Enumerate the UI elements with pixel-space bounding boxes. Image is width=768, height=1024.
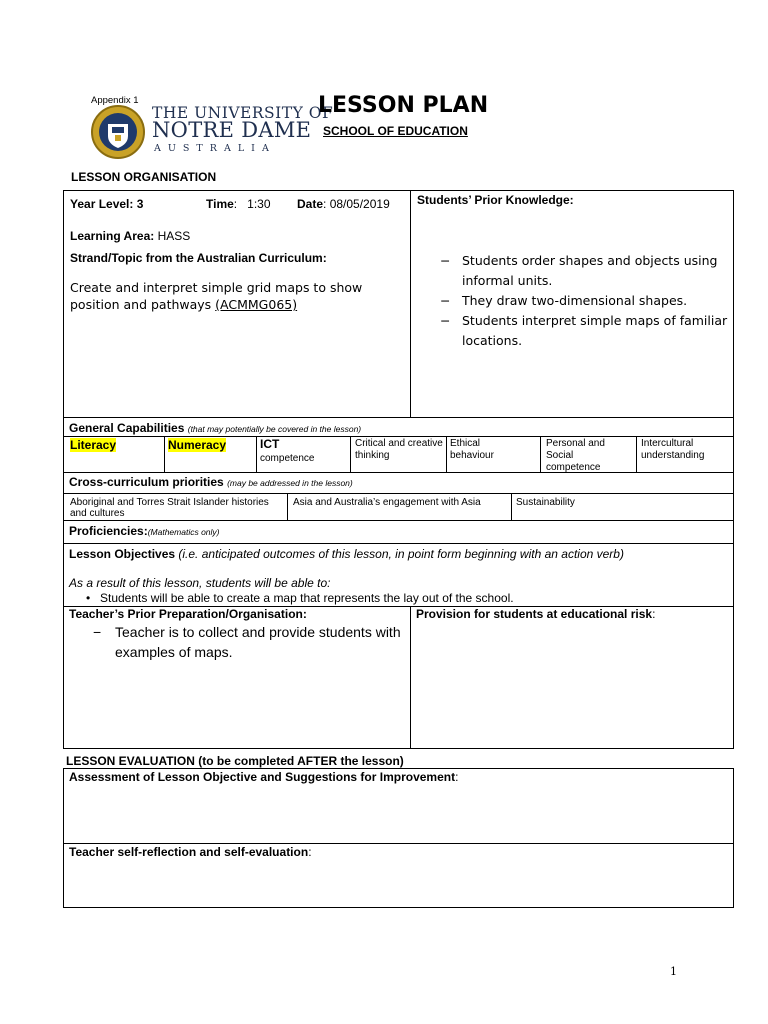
capability-numeracy: Numeracy (168, 438, 227, 452)
list-item: − Students interpret simple maps of familiar locations. (462, 311, 730, 351)
divider (63, 493, 734, 494)
list-item: − Students order shapes and objects using informal units. (462, 251, 730, 291)
learning-area-label: Learning Area: (70, 229, 155, 243)
divider (540, 436, 541, 472)
year-level-value: 3 (136, 197, 144, 211)
general-capabilities (69, 421, 361, 435)
divider (446, 436, 447, 472)
educational-risk: Provision for students at educational risk: (416, 607, 656, 621)
list-item: − Teacher is to collect and provide students with examples of maps. (115, 622, 405, 662)
logo-line-3: A U S T R A L I A (154, 143, 271, 154)
cross-curriculum-label: Cross-curriculum priorities (69, 475, 224, 489)
divider (256, 436, 257, 472)
objective-item (86, 591, 514, 605)
prior-knowledge-label: Students’ Prior Knowledge: (417, 193, 574, 207)
preparation-list (115, 622, 405, 662)
objectives-intro: As a result of this lesson, students will be able to: (69, 576, 331, 590)
logo-line-1: THE UNIVERSITY OF (152, 104, 334, 122)
learning-area-value: HASS (157, 229, 191, 243)
divider (410, 190, 411, 417)
time-value: 1:30 (247, 197, 271, 211)
capability-personal-social: Personal and Social competence (546, 438, 605, 473)
university-crest-logo (90, 104, 146, 160)
objective-text: Students will be able to create a map that represents the lay out of the school. (100, 591, 514, 605)
date-value: 08/05/2019 (329, 197, 390, 211)
lesson-organisation-heading: LESSON ORGANISATION (71, 170, 217, 184)
capability-literacy: Literacy (70, 438, 117, 452)
capability-ethical-behaviour: Ethical behaviour (450, 438, 494, 461)
logo-line-2: NOTRE DAME (152, 118, 312, 142)
strand-label: Strand/Topic from the Australian Curriculum: (70, 251, 327, 265)
cross-curriculum-note: (may be addressed in the lesson) (227, 478, 353, 488)
divider (63, 472, 734, 473)
priority-sustainability: Sustainability (516, 497, 575, 508)
objectives-note: (i.e. anticipated outcomes of this lesson, in point form beginning with an action verb) (178, 547, 624, 561)
assessment-label: Assessment of Lesson Objective and Suggestions for Improvement (69, 770, 456, 784)
capability-ict: ICT (260, 437, 280, 451)
lesson-time: Time: 1:30 (206, 197, 271, 211)
divider (287, 493, 288, 520)
year-level (70, 197, 143, 211)
objectives-label: Lesson Objectives (69, 547, 176, 561)
self-reflection: Teacher self-reflection and self-evaluation: (69, 845, 312, 859)
divider (63, 843, 734, 844)
divider (511, 493, 512, 520)
curriculum-code: (ACMMG065) (215, 297, 298, 312)
capability-critical-thinking: Critical and creative thinking (355, 438, 443, 461)
lesson-date: Date: 08/05/2019 (297, 197, 390, 211)
page-title: LESSON PLAN (318, 93, 489, 118)
appendix-label: Appendix 1 (91, 95, 139, 106)
risk-label: Provision for students at educational risk (416, 607, 653, 621)
divider (63, 417, 734, 418)
proficiencies-note: (Mathematics only) (147, 527, 220, 537)
capability-intercultural: Intercultural understanding (641, 438, 705, 461)
cross-curriculum (69, 475, 353, 489)
date-label: Date (297, 197, 324, 211)
capabilities-label: General Capabilities (69, 421, 185, 435)
list-item: − They draw two-dimensional shapes. (462, 291, 730, 311)
self-reflection-label: Teacher self-reflection and self-evaluation (69, 845, 309, 859)
divider (410, 606, 411, 749)
divider (164, 436, 165, 472)
capabilities-note: (that may potentially be covered in the lesson) (187, 424, 362, 434)
priority-asia: Asia and Australia’s engagement with Asia (293, 497, 481, 508)
divider (63, 520, 734, 521)
strand-topic (70, 279, 390, 313)
divider (63, 543, 734, 544)
proficiencies (69, 524, 220, 538)
preparation-label: Teacher’s Prior Preparation/Organisation: (69, 607, 307, 621)
prior-knowledge-list (462, 251, 730, 351)
page-subtitle: SCHOOL OF EDUCATION (323, 124, 468, 138)
proficiencies-label: Proficiencies: (69, 524, 148, 538)
page-number: 1 (670, 965, 677, 978)
learning-area (70, 229, 190, 243)
strand-text: Create and interpret simple grid maps to show position and pathways (70, 280, 363, 312)
year-level-label: Year Level: (70, 197, 134, 211)
divider (350, 436, 351, 472)
time-label: Time (206, 197, 234, 211)
divider (636, 436, 637, 472)
priority-aboriginal: Aboriginal and Torres Strait Islander histories and cultures (70, 497, 269, 519)
bullet-icon: • (86, 591, 91, 605)
lesson-evaluation-table (63, 768, 734, 908)
lesson-objectives (69, 547, 624, 561)
capability-ict-competence: competence (260, 453, 315, 464)
assessment: Assessment of Lesson Objective and Suggestions for Improvement: (69, 770, 459, 784)
lesson-evaluation-heading: LESSON EVALUATION (to be completed AFTER the lesson) (66, 754, 404, 768)
